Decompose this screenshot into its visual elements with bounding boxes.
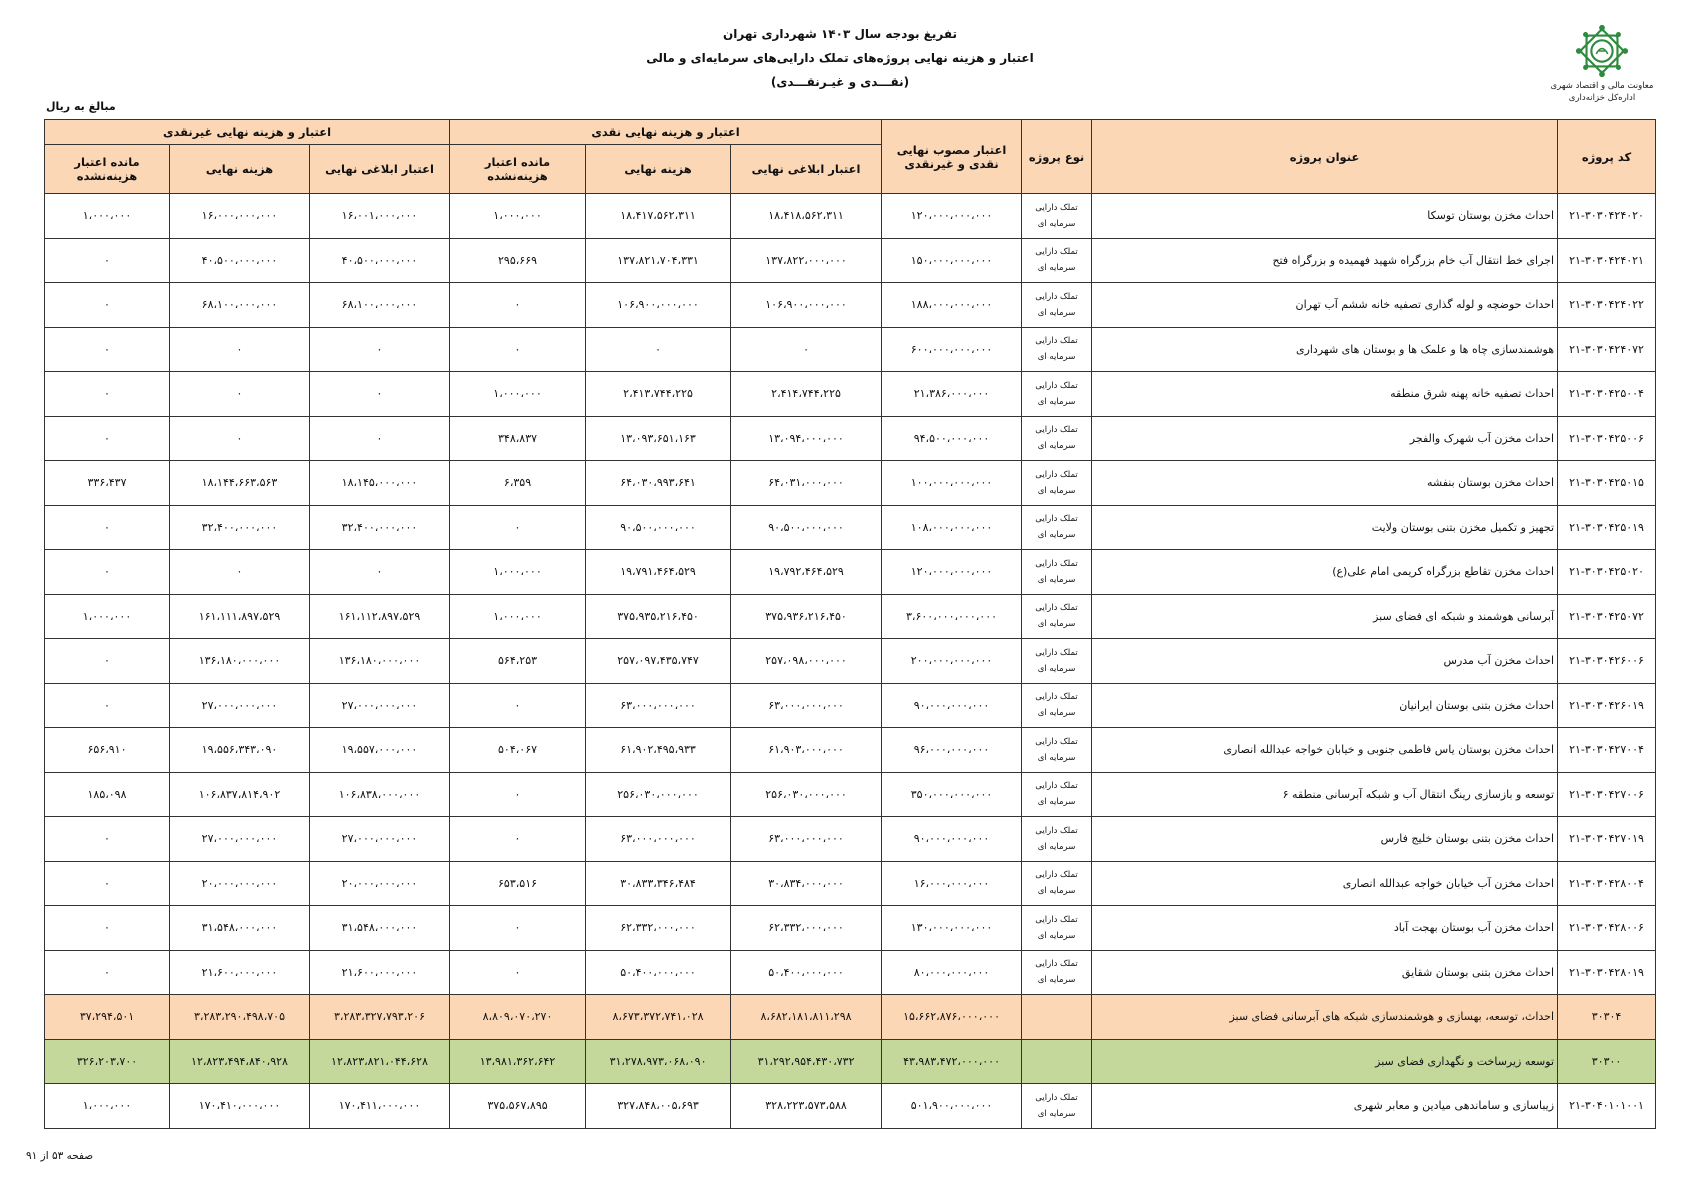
noncash-remaining-cell: ۶۵۶،۹۱۰ xyxy=(45,728,170,773)
cash-remaining-cell: ۰ xyxy=(450,683,586,728)
project-type-cell xyxy=(1022,283,1092,328)
project-type-line1: تملک دارایی xyxy=(1035,914,1078,925)
table-body xyxy=(45,194,1656,1129)
project-type-cell xyxy=(1022,772,1092,817)
cash-remaining-cell: ۱۳،۹۸۱،۳۶۲،۶۴۲ xyxy=(450,1039,586,1084)
approved-credit-cell: ۸۰،۰۰۰،۰۰۰،۰۰۰ xyxy=(882,950,1022,995)
project-title-cell: تجهیز و تکمیل مخزن بتنی بوستان ولایت xyxy=(1092,505,1558,550)
noncash-allocated-cell: ۱۷۰،۴۱۱،۰۰۰،۰۰۰ xyxy=(310,1084,450,1129)
approved-credit-cell: ۹۶،۰۰۰،۰۰۰،۰۰۰ xyxy=(882,728,1022,773)
project-title-cell: احداث مخزن تقاطع بزرگراه کریمی امام علی(ع) xyxy=(1092,550,1558,595)
project-type-cell xyxy=(1022,728,1092,773)
org-department: معاونت مالی و اقتصاد شهری xyxy=(1550,81,1654,91)
project-type-line1: تملک دارایی xyxy=(1035,781,1078,792)
cash-cost-cell: ۲۵۷،۰۹۷،۴۳۵،۷۴۷ xyxy=(586,639,731,684)
col-header-title: عنوان پروژه xyxy=(1092,120,1558,194)
project-type-line2: سرمایه ای xyxy=(1037,797,1076,808)
project-type-line1: تملک دارایی xyxy=(1035,692,1078,703)
project-code-cell: ۲۱-۳۰۳۰۴۲۵۰۱۵ xyxy=(1558,461,1656,506)
table-row xyxy=(45,683,1656,728)
noncash-allocated-cell: ۳۲،۴۰۰،۰۰۰،۰۰۰ xyxy=(310,505,450,550)
cash-allocated-cell: ۲۵۶،۰۳۰،۰۰۰،۰۰۰ xyxy=(731,772,882,817)
project-type-cell xyxy=(1022,194,1092,239)
cash-cost-cell: ۳۲۷،۸۴۸،۰۰۵،۶۹۳ xyxy=(586,1084,731,1129)
approved-credit-cell: ۳،۶۰۰،۰۰۰،۰۰۰،۰۰۰ xyxy=(882,594,1022,639)
noncash-cost-cell: ۱۶۱،۱۱۱،۸۹۷،۵۲۹ xyxy=(170,594,310,639)
cash-cost-cell: ۲۵۶،۰۳۰،۰۰۰،۰۰۰ xyxy=(586,772,731,817)
project-type-cell xyxy=(1022,861,1092,906)
approved-credit-cell: ۱۲۰،۰۰۰،۰۰۰،۰۰۰ xyxy=(882,194,1022,239)
cash-allocated-cell: ۳۰،۸۳۴،۰۰۰،۰۰۰ xyxy=(731,861,882,906)
project-code-cell: ۲۱-۳۰۳۰۴۲۶۰۱۹ xyxy=(1558,683,1656,728)
table-row xyxy=(45,505,1656,550)
cash-cost-cell: ۳۰،۸۳۳،۳۴۶،۴۸۴ xyxy=(586,861,731,906)
noncash-cost-cell: ۲۰،۰۰۰،۰۰۰،۰۰۰ xyxy=(170,861,310,906)
project-title-cell: احداث حوضچه و لوله گذاری تصفیه خانه ششم آب تهران xyxy=(1092,283,1558,328)
cash-cost-cell: ۶۳،۰۰۰،۰۰۰،۰۰۰ xyxy=(586,683,731,728)
noncash-allocated-cell: ۳۱،۵۴۸،۰۰۰،۰۰۰ xyxy=(310,906,450,951)
project-type-cell xyxy=(1022,550,1092,595)
cash-allocated-cell: ۳۷۵،۹۳۶،۲۱۶،۴۵۰ xyxy=(731,594,882,639)
cash-allocated-cell: ۱۰۶،۹۰۰،۰۰۰،۰۰۰ xyxy=(731,283,882,328)
municipality-logo xyxy=(1547,22,1657,104)
project-code-cell: ۲۱-۳۰۳۰۴۲۸۰۱۹ xyxy=(1558,950,1656,995)
project-code-cell: ۲۱-۳۰۳۰۴۲۵۰۷۲ xyxy=(1558,594,1656,639)
noncash-cost-cell: ۲۷،۰۰۰،۰۰۰،۰۰۰ xyxy=(170,683,310,728)
project-type-line2: سرمایه ای xyxy=(1037,663,1076,674)
col-header-noncash-remaining: مانده اعتبار هزینه‌نشده xyxy=(45,145,170,194)
cash-remaining-cell: ۰ xyxy=(450,817,586,862)
noncash-allocated-cell: ۰ xyxy=(310,372,450,417)
col-header-cash-remaining: مانده اعتبار هزینه‌نشده xyxy=(450,145,586,194)
noncash-allocated-cell: ۱۶۱،۱۱۲،۸۹۷،۵۲۹ xyxy=(310,594,450,639)
cash-cost-cell: ۱۳،۰۹۳،۶۵۱،۱۶۳ xyxy=(586,416,731,461)
cash-remaining-cell: ۵۶۴،۲۵۳ xyxy=(450,639,586,684)
noncash-remaining-cell: ۱،۰۰۰،۰۰۰ xyxy=(45,194,170,239)
project-type-cell xyxy=(1022,461,1092,506)
noncash-remaining-cell: ۰ xyxy=(45,327,170,372)
cash-remaining-cell: ۶،۳۵۹ xyxy=(450,461,586,506)
project-title-cell: احداث مخزن بتنی بوستان خلیج فارس xyxy=(1092,817,1558,862)
project-code-cell: ۲۱-۳۰۳۰۴۲۵۰۲۰ xyxy=(1558,550,1656,595)
noncash-cost-cell: ۱۲،۸۲۳،۴۹۴،۸۴۰،۹۲۸ xyxy=(170,1039,310,1084)
cash-remaining-cell: ۱،۰۰۰،۰۰۰ xyxy=(450,194,586,239)
project-type-line2: سرمایه ای xyxy=(1037,752,1076,763)
noncash-allocated-cell: ۲۰،۰۰۰،۰۰۰،۰۰۰ xyxy=(310,861,450,906)
cash-remaining-cell: ۳۷۵،۵۶۷،۸۹۵ xyxy=(450,1084,586,1129)
project-code-cell: ۲۱-۳۰۳۰۴۲۶۰۰۶ xyxy=(1558,639,1656,684)
cash-cost-cell: ۱۰۶،۹۰۰،۰۰۰،۰۰۰ xyxy=(586,283,731,328)
cash-cost-cell: ۶۲،۳۳۲،۰۰۰،۰۰۰ xyxy=(586,906,731,951)
cash-cost-cell: ۶۴،۰۳۰،۹۹۳،۶۴۱ xyxy=(586,461,731,506)
cash-cost-cell: ۳۱،۲۷۸،۹۷۳،۰۶۸،۰۹۰ xyxy=(586,1039,731,1084)
noncash-allocated-cell: ۱۳۶،۱۸۰،۰۰۰،۰۰۰ xyxy=(310,639,450,684)
cash-remaining-cell: ۱،۰۰۰،۰۰۰ xyxy=(450,372,586,417)
table-row xyxy=(45,594,1656,639)
budget-table xyxy=(44,119,1656,1129)
cash-remaining-cell: ۳۴۸،۸۳۷ xyxy=(450,416,586,461)
noncash-allocated-cell: ۱۸،۱۴۵،۰۰۰،۰۰۰ xyxy=(310,461,450,506)
table-row xyxy=(45,950,1656,995)
project-code-cell: ۲۱-۳۰۳۰۴۲۸۰۰۴ xyxy=(1558,861,1656,906)
col-header-cash-cost: هزینه نهایی xyxy=(586,145,731,194)
project-type-line1: تملک دارایی xyxy=(1035,825,1078,836)
cash-cost-cell: ۱۳۷،۸۲۱،۷۰۴،۳۳۱ xyxy=(586,238,731,283)
cash-remaining-cell: ۵۰۴،۰۶۷ xyxy=(450,728,586,773)
project-type-cell xyxy=(1022,683,1092,728)
approved-credit-cell: ۱۰۸،۰۰۰،۰۰۰،۰۰۰ xyxy=(882,505,1022,550)
project-type-line2: سرمایه ای xyxy=(1037,218,1076,229)
noncash-allocated-cell: ۱۹،۵۵۷،۰۰۰،۰۰۰ xyxy=(310,728,450,773)
project-type-line2: سرمایه ای xyxy=(1037,619,1076,630)
project-title-cell: اجرای خط انتقال آب خام بزرگراه شهید فهمیده و بزرگراه فتح xyxy=(1092,238,1558,283)
project-title-cell: توسعه و بازسازی رینگ انتقال آب و شبکه آبرسانی منطقه ۶ xyxy=(1092,772,1558,817)
project-title-cell: احداث، توسعه، بهسازی و هوشمندسازی شبکه های آبرسانی فضای سبز xyxy=(1092,995,1558,1040)
project-type-line1: تملک دارایی xyxy=(1035,469,1078,480)
noncash-cost-cell: ۲۷،۰۰۰،۰۰۰،۰۰۰ xyxy=(170,817,310,862)
noncash-remaining-cell: ۰ xyxy=(45,817,170,862)
cash-remaining-cell: ۱،۰۰۰،۰۰۰ xyxy=(450,550,586,595)
project-type-cell xyxy=(1022,238,1092,283)
noncash-remaining-cell: ۰ xyxy=(45,861,170,906)
project-type-line2: سرمایه ای xyxy=(1037,841,1076,852)
project-code-cell: ۲۱-۳۰۳۰۴۲۵۰۱۹ xyxy=(1558,505,1656,550)
noncash-remaining-cell: ۰ xyxy=(45,550,170,595)
cash-cost-cell: ۳۷۵،۹۳۵،۲۱۶،۴۵۰ xyxy=(586,594,731,639)
noncash-cost-cell: ۳۱،۵۴۸،۰۰۰،۰۰۰ xyxy=(170,906,310,951)
noncash-allocated-cell: ۱۶،۰۰۱،۰۰۰،۰۰۰ xyxy=(310,194,450,239)
col-group-noncash: اعتبار و هزینه نهایی غیرنقدی xyxy=(45,120,450,145)
noncash-remaining-cell: ۱۸۵،۰۹۸ xyxy=(45,772,170,817)
project-type-line1: تملک دارایی xyxy=(1035,558,1078,569)
project-code-cell: ۲۱-۳۰۳۰۴۲۷۰۱۹ xyxy=(1558,817,1656,862)
noncash-remaining-cell: ۳۲۶،۲۰۳،۷۰۰ xyxy=(45,1039,170,1084)
noncash-remaining-cell: ۳۷،۲۹۴،۵۰۱ xyxy=(45,995,170,1040)
project-type-line1: تملک دارایی xyxy=(1035,425,1078,436)
table-row xyxy=(45,550,1656,595)
col-header-noncash-cost: هزینه نهایی xyxy=(170,145,310,194)
project-type-cell xyxy=(1022,817,1092,862)
col-header-noncash-allocated: اعتبار ابلاغی نهایی xyxy=(310,145,450,194)
cash-allocated-cell: ۵۰،۴۰۰،۰۰۰،۰۰۰ xyxy=(731,950,882,995)
project-type-line1: تملک دارایی xyxy=(1035,202,1078,213)
cash-allocated-cell: ۶۳،۰۰۰،۰۰۰،۰۰۰ xyxy=(731,683,882,728)
noncash-cost-cell: ۱۳۶،۱۸۰،۰۰۰،۰۰۰ xyxy=(170,639,310,684)
cash-cost-cell: ۵۰،۴۰۰،۰۰۰،۰۰۰ xyxy=(586,950,731,995)
col-header-cash-allocated: اعتبار ابلاغی نهایی xyxy=(731,145,882,194)
project-type-line1: تملک دارایی xyxy=(1035,870,1078,881)
noncash-cost-cell: ۳،۲۸۳،۲۹۰،۴۹۸،۷۰۵ xyxy=(170,995,310,1040)
col-header-approved: اعتبار مصوب نهایی نقدی و غیرنقدی xyxy=(882,120,1022,194)
noncash-cost-cell: ۳۲،۴۰۰،۰۰۰،۰۰۰ xyxy=(170,505,310,550)
approved-credit-cell: ۹۰،۰۰۰،۰۰۰،۰۰۰ xyxy=(882,683,1022,728)
project-type-line2: سرمایه ای xyxy=(1037,930,1076,941)
project-title-cell: احداث مخزن آب خیابان خواجه عبدالله انصاری xyxy=(1092,861,1558,906)
table-row xyxy=(45,194,1656,239)
noncash-remaining-cell: ۳۳۶،۴۳۷ xyxy=(45,461,170,506)
cash-allocated-cell: ۳۱،۲۹۲،۹۵۴،۴۳۰،۷۳۲ xyxy=(731,1039,882,1084)
cash-allocated-cell: ۱۳۷،۸۲۲،۰۰۰،۰۰۰ xyxy=(731,238,882,283)
cash-allocated-cell: ۶۳،۰۰۰،۰۰۰،۰۰۰ xyxy=(731,817,882,862)
document-subtitle-note: (نقـــدی و غیـرنقـــدی) xyxy=(770,75,910,89)
cash-allocated-cell: ۳۲۸،۲۲۳،۵۷۳،۵۸۸ xyxy=(731,1084,882,1129)
cash-remaining-cell: ۶۵۳،۵۱۶ xyxy=(450,861,586,906)
table-row xyxy=(45,461,1656,506)
cash-remaining-cell: ۸،۸۰۹،۰۷۰،۲۷۰ xyxy=(450,995,586,1040)
cash-allocated-cell: ۱۹،۷۹۲،۴۶۴،۵۲۹ xyxy=(731,550,882,595)
project-type-line1: تملک دارایی xyxy=(1035,380,1078,391)
currency-unit-label: مبالغ به ریال xyxy=(46,100,116,113)
noncash-cost-cell: ۱۸،۱۴۴،۶۶۳،۵۶۳ xyxy=(170,461,310,506)
cash-remaining-cell: ۰ xyxy=(450,772,586,817)
noncash-cost-cell: ۰ xyxy=(170,550,310,595)
noncash-cost-cell: ۰ xyxy=(170,327,310,372)
project-title-cell: احداث مخزن بتنی بوستان شقایق xyxy=(1092,950,1558,995)
project-type-cell xyxy=(1022,639,1092,684)
project-title-cell: احداث مخزن بوستان بنفشه xyxy=(1092,461,1558,506)
table-row xyxy=(45,906,1656,951)
project-code-cell: ۲۱-۳۰۳۰۴۲۵۰۰۴ xyxy=(1558,372,1656,417)
noncash-allocated-cell: ۳،۲۸۳،۳۲۷،۷۹۳،۲۰۶ xyxy=(310,995,450,1040)
approved-credit-cell: ۴۳،۹۸۳،۴۷۲،۰۰۰،۰۰۰ xyxy=(882,1039,1022,1084)
project-type-cell xyxy=(1022,372,1092,417)
noncash-cost-cell: ۱۹،۵۵۶،۳۴۳،۰۹۰ xyxy=(170,728,310,773)
project-type-cell xyxy=(1022,1084,1092,1129)
table-row xyxy=(45,861,1656,906)
cash-allocated-cell: ۶۴،۰۳۱،۰۰۰،۰۰۰ xyxy=(731,461,882,506)
project-type-line1: تملک دارایی xyxy=(1035,959,1078,970)
project-title-cell: احداث تصفیه خانه پهنه شرق منطقه xyxy=(1092,372,1558,417)
cash-remaining-cell: ۲۹۵،۶۶۹ xyxy=(450,238,586,283)
project-code-cell: ۲۱-۳۰۴۰۱۰۱۰۰۱ xyxy=(1558,1084,1656,1129)
cash-remaining-cell: ۱،۰۰۰،۰۰۰ xyxy=(450,594,586,639)
noncash-cost-cell: ۱۷۰،۴۱۰،۰۰۰،۰۰۰ xyxy=(170,1084,310,1129)
page-number: صفحه ۵۳ از ۹۱ xyxy=(26,1150,94,1162)
noncash-remaining-cell: ۰ xyxy=(45,372,170,417)
project-title-cell: احداث مخزن آب شهرک والفجر xyxy=(1092,416,1558,461)
cash-cost-cell: ۱۹،۷۹۱،۴۶۴،۵۲۹ xyxy=(586,550,731,595)
cash-allocated-cell: ۲،۴۱۴،۷۴۴،۲۲۵ xyxy=(731,372,882,417)
document-title-block xyxy=(560,22,1120,94)
project-title-cell: آبرسانی هوشمند و شبکه ای فضای سبز xyxy=(1092,594,1558,639)
project-type-line2: سرمایه ای xyxy=(1037,975,1076,986)
cash-allocated-cell: ۹۰،۵۰۰،۰۰۰،۰۰۰ xyxy=(731,505,882,550)
cash-remaining-cell: ۰ xyxy=(450,950,586,995)
cash-allocated-cell: ۱۸،۴۱۸،۵۶۲،۳۱۱ xyxy=(731,194,882,239)
project-type-cell xyxy=(1022,416,1092,461)
project-type-line2: سرمایه ای xyxy=(1037,307,1076,318)
noncash-remaining-cell: ۱،۰۰۰،۰۰۰ xyxy=(45,594,170,639)
table-row xyxy=(45,283,1656,328)
noncash-remaining-cell: ۰ xyxy=(45,906,170,951)
approved-credit-cell: ۱۰۰،۰۰۰،۰۰۰،۰۰۰ xyxy=(882,461,1022,506)
project-type-line2: سرمایه ای xyxy=(1037,574,1076,585)
project-code-cell: ۲۱-۳۰۳۰۴۲۷۰۰۴ xyxy=(1558,728,1656,773)
project-type-cell xyxy=(1022,906,1092,951)
noncash-cost-cell: ۰ xyxy=(170,416,310,461)
table-row xyxy=(45,1084,1656,1129)
project-type-line1: تملک دارایی xyxy=(1035,291,1078,302)
cash-allocated-cell: ۰ xyxy=(731,327,882,372)
project-code-cell: ۳۰۳۰۰ xyxy=(1558,1039,1656,1084)
cash-allocated-cell: ۶۲،۳۳۲،۰۰۰،۰۰۰ xyxy=(731,906,882,951)
project-title-cell: توسعه زیرساخت و نگهداری فضای سبز xyxy=(1092,1039,1558,1084)
project-code-cell: ۲۱-۳۰۳۰۴۲۵۰۰۶ xyxy=(1558,416,1656,461)
noncash-cost-cell: ۲۱،۶۰۰،۰۰۰،۰۰۰ xyxy=(170,950,310,995)
approved-credit-cell: ۱۸۸،۰۰۰،۰۰۰،۰۰۰ xyxy=(882,283,1022,328)
col-header-code: کد پروژه xyxy=(1558,120,1656,194)
cash-remaining-cell: ۰ xyxy=(450,505,586,550)
col-group-cash: اعتبار و هزینه نهایی نقدی xyxy=(450,120,882,145)
project-type-line2: سرمایه ای xyxy=(1037,1108,1076,1119)
noncash-allocated-cell: ۶۸،۱۰۰،۰۰۰،۰۰۰ xyxy=(310,283,450,328)
project-code-cell: ۲۱-۳۰۳۰۴۲۴۰۲۲ xyxy=(1558,283,1656,328)
noncash-cost-cell: ۰ xyxy=(170,372,310,417)
approved-credit-cell: ۱۶،۰۰۰،۰۰۰،۰۰۰ xyxy=(882,861,1022,906)
project-title-cell: احداث مخزن آب بوستان بهجت آباد xyxy=(1092,906,1558,951)
project-type-cell xyxy=(1022,505,1092,550)
approved-credit-cell: ۹۴،۵۰۰،۰۰۰،۰۰۰ xyxy=(882,416,1022,461)
approved-credit-cell: ۳۵۰،۰۰۰،۰۰۰،۰۰۰ xyxy=(882,772,1022,817)
noncash-allocated-cell: ۲۷،۰۰۰،۰۰۰،۰۰۰ xyxy=(310,683,450,728)
noncash-remaining-cell: ۱،۰۰۰،۰۰۰ xyxy=(45,1084,170,1129)
approved-credit-cell: ۱۵،۶۶۲،۸۷۶،۰۰۰،۰۰۰ xyxy=(882,995,1022,1040)
table-row xyxy=(45,639,1656,684)
noncash-allocated-cell: ۰ xyxy=(310,550,450,595)
table-row xyxy=(45,327,1656,372)
project-type-line1: تملک دارایی xyxy=(1035,603,1078,614)
approved-credit-cell: ۹۰،۰۰۰،۰۰۰،۰۰۰ xyxy=(882,817,1022,862)
noncash-cost-cell: ۱۰۶،۸۳۷،۸۱۴،۹۰۲ xyxy=(170,772,310,817)
project-code-cell: ۲۱-۳۰۳۰۴۲۴۰۷۲ xyxy=(1558,327,1656,372)
approved-credit-cell: ۲۰۰،۰۰۰،۰۰۰،۰۰۰ xyxy=(882,639,1022,684)
project-type-line1: تملک دارایی xyxy=(1035,1092,1078,1103)
cash-allocated-cell: ۱۳،۰۹۴،۰۰۰،۰۰۰ xyxy=(731,416,882,461)
noncash-remaining-cell: ۰ xyxy=(45,505,170,550)
table-row xyxy=(45,416,1656,461)
approved-credit-cell: ۱۳۰،۰۰۰،۰۰۰،۰۰۰ xyxy=(882,906,1022,951)
document-title: تفریغ بودجه سال ۱۴۰۳ شهرداری تهران xyxy=(723,27,957,41)
noncash-remaining-cell: ۰ xyxy=(45,639,170,684)
project-type-cell xyxy=(1022,950,1092,995)
project-title-cell: هوشمندسازی چاه ها و علمک ها و بوستان های شهرداری xyxy=(1092,327,1558,372)
table-row xyxy=(45,817,1656,862)
noncash-allocated-cell: ۰ xyxy=(310,416,450,461)
project-type-line1: تملک دارایی xyxy=(1035,736,1078,747)
approved-credit-cell: ۱۲۰،۰۰۰،۰۰۰،۰۰۰ xyxy=(882,550,1022,595)
cash-cost-cell: ۶۳،۰۰۰،۰۰۰،۰۰۰ xyxy=(586,817,731,862)
project-code-cell: ۳۰۳۰۴ xyxy=(1558,995,1656,1040)
noncash-allocated-cell: ۲۷،۰۰۰،۰۰۰،۰۰۰ xyxy=(310,817,450,862)
noncash-remaining-cell: ۰ xyxy=(45,950,170,995)
table-row xyxy=(45,372,1656,417)
project-type-line2: سرمایه ای xyxy=(1037,396,1076,407)
noncash-cost-cell: ۱۶،۰۰۰،۰۰۰،۰۰۰ xyxy=(170,194,310,239)
grand-total-row xyxy=(45,1039,1656,1084)
noncash-remaining-cell: ۰ xyxy=(45,238,170,283)
project-type-line2: سرمایه ای xyxy=(1037,485,1076,496)
project-type-line2: سرمایه ای xyxy=(1037,530,1076,541)
cash-cost-cell: ۲،۴۱۳،۷۴۴،۲۲۵ xyxy=(586,372,731,417)
org-office: اداره‌کل خزانه‌داری xyxy=(1568,93,1636,103)
project-code-cell: ۲۱-۳۰۳۰۴۲۴۰۲۱ xyxy=(1558,238,1656,283)
cash-cost-cell: ۹۰،۵۰۰،۰۰۰،۰۰۰ xyxy=(586,505,731,550)
project-type-line2: سرمایه ای xyxy=(1037,708,1076,719)
document-subtitle: اعتبار و هزینه نهایی پروژه‌های تملک دارایی‌های سرمایه‌ای و مالی xyxy=(646,51,1034,65)
noncash-allocated-cell: ۱۲،۸۲۳،۸۲۱،۰۴۴،۶۲۸ xyxy=(310,1039,450,1084)
cash-cost-cell: ۰ xyxy=(586,327,731,372)
project-title-cell: احداث مخزن بوستان یاس فاطمی جنوبی و خیابان خواجه عبدالله انصاری xyxy=(1092,728,1558,773)
approved-credit-cell: ۶۰۰،۰۰۰،۰۰۰،۰۰۰ xyxy=(882,327,1022,372)
project-type-line1: تملک دارایی xyxy=(1035,514,1078,525)
table-row xyxy=(45,238,1656,283)
project-title-cell: زیباسازی و ساماندهی میادین و معابر شهری xyxy=(1092,1084,1558,1129)
project-code-cell: ۲۱-۳۰۳۰۴۲۴۰۲۰ xyxy=(1558,194,1656,239)
noncash-allocated-cell: ۴۰،۵۰۰،۰۰۰،۰۰۰ xyxy=(310,238,450,283)
project-code-cell: ۲۱-۳۰۳۰۴۲۷۰۰۶ xyxy=(1558,772,1656,817)
page-header xyxy=(0,0,1683,113)
col-header-type: نوع پروژه xyxy=(1022,120,1092,194)
approved-credit-cell: ۱۵۰،۰۰۰،۰۰۰،۰۰۰ xyxy=(882,238,1022,283)
cash-allocated-cell: ۶۱،۹۰۳،۰۰۰،۰۰۰ xyxy=(731,728,882,773)
cash-allocated-cell: ۸،۶۸۲،۱۸۱،۸۱۱،۲۹۸ xyxy=(731,995,882,1040)
approved-credit-cell: ۵۰۱،۹۰۰،۰۰۰،۰۰۰ xyxy=(882,1084,1022,1129)
project-type-cell xyxy=(1022,995,1092,1040)
noncash-allocated-cell: ۱۰۶،۸۳۸،۰۰۰،۰۰۰ xyxy=(310,772,450,817)
noncash-cost-cell: ۴۰،۵۰۰،۰۰۰،۰۰۰ xyxy=(170,238,310,283)
approved-credit-cell: ۲۱،۳۸۶،۰۰۰،۰۰۰ xyxy=(882,372,1022,417)
cash-cost-cell: ۸،۶۷۳،۳۷۲،۷۴۱،۰۲۸ xyxy=(586,995,731,1040)
cash-remaining-cell: ۰ xyxy=(450,906,586,951)
noncash-remaining-cell: ۰ xyxy=(45,683,170,728)
cash-remaining-cell: ۰ xyxy=(450,283,586,328)
table-row xyxy=(45,772,1656,817)
municipality-emblem-icon xyxy=(1573,22,1631,80)
cash-remaining-cell: ۰ xyxy=(450,327,586,372)
subtotal-row xyxy=(45,995,1656,1040)
project-type-line2: سرمایه ای xyxy=(1037,886,1076,897)
noncash-allocated-cell: ۲۱،۶۰۰،۰۰۰،۰۰۰ xyxy=(310,950,450,995)
table-header xyxy=(45,120,1656,194)
project-type-line2: سرمایه ای xyxy=(1037,352,1076,363)
cash-cost-cell: ۶۱،۹۰۲،۴۹۵،۹۳۳ xyxy=(586,728,731,773)
project-type-line2: سرمایه ای xyxy=(1037,441,1076,452)
project-type-line1: تملک دارایی xyxy=(1035,336,1078,347)
project-type-line1: تملک دارایی xyxy=(1035,647,1078,658)
project-type-line2: سرمایه ای xyxy=(1037,263,1076,274)
noncash-remaining-cell: ۰ xyxy=(45,283,170,328)
noncash-remaining-cell: ۰ xyxy=(45,416,170,461)
project-type-cell xyxy=(1022,594,1092,639)
project-code-cell: ۲۱-۳۰۳۰۴۲۸۰۰۶ xyxy=(1558,906,1656,951)
noncash-cost-cell: ۶۸،۱۰۰،۰۰۰،۰۰۰ xyxy=(170,283,310,328)
table-row xyxy=(45,728,1656,773)
cash-cost-cell: ۱۸،۴۱۷،۵۶۲،۳۱۱ xyxy=(586,194,731,239)
project-title-cell: احداث مخزن بتنی بوستان ایرانیان xyxy=(1092,683,1558,728)
project-type-cell xyxy=(1022,1039,1092,1084)
cash-allocated-cell: ۲۵۷،۰۹۸،۰۰۰،۰۰۰ xyxy=(731,639,882,684)
project-title-cell: احداث مخزن آب مدرس xyxy=(1092,639,1558,684)
project-title-cell: احداث مخزن بوستان توسکا xyxy=(1092,194,1558,239)
noncash-allocated-cell: ۰ xyxy=(310,327,450,372)
project-type-line1: تملک دارایی xyxy=(1035,247,1078,258)
project-type-cell xyxy=(1022,327,1092,372)
